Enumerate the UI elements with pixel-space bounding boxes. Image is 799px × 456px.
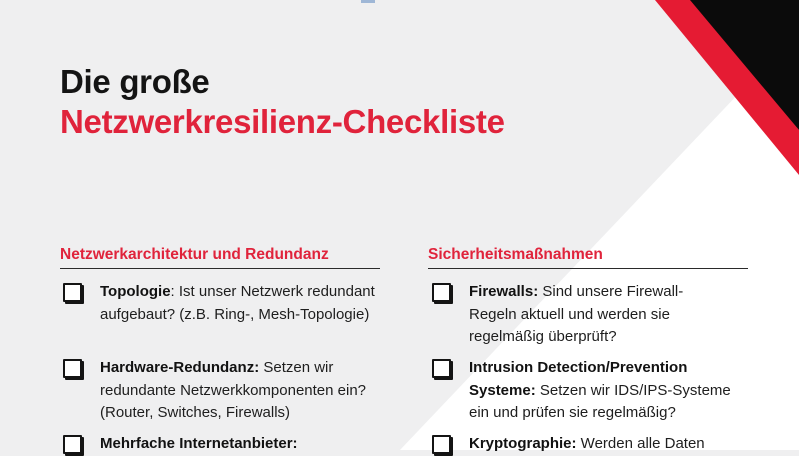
item-label: Topologie xyxy=(100,283,171,300)
checklist-item-firewalls xyxy=(469,281,719,349)
checkbox-ids-ips[interactable] xyxy=(432,359,451,378)
checklist-item-multiple-isp xyxy=(100,433,400,456)
checkbox-multiple-isp[interactable] xyxy=(63,435,82,454)
item-text: Sind unsere Firewall-Regeln aktuell und werden sie regelmäßig überprüft? xyxy=(469,283,684,345)
checkbox-firewalls[interactable] xyxy=(432,283,451,302)
section-heading-architecture: Netzwerkarchitektur und Redundanz xyxy=(60,246,380,269)
section-heading-security: Sicherheitsmaßnahmen xyxy=(428,246,748,269)
checklist-item-hardware-redundancy xyxy=(100,357,400,425)
item-label: Intrusion Detection/Prevention Systeme: xyxy=(469,359,688,399)
checkbox-cryptography[interactable] xyxy=(432,435,451,454)
item-text: Setzen wir IDS/IPS-Systeme ein und prüfen sie regelmäßig? xyxy=(469,381,731,421)
item-text: : Ist unser Netzwerk redundant aufgebaut? (z.B. Ring-, Mesh-Topologie) xyxy=(100,283,375,323)
checklist-item-topology xyxy=(100,281,400,326)
item-text: Werden alle Daten xyxy=(576,435,705,452)
title-line-1: Die große xyxy=(60,63,210,100)
title-line-2: Netzwerkresilienz-Checkliste xyxy=(60,103,505,140)
item-text: Setzen wir redundante Netzwerkkomponenten ein? (Router, Switches, Firewalls) xyxy=(100,359,367,421)
top-tick-mark xyxy=(361,0,375,3)
item-label: Hardware-Redundanz: xyxy=(100,359,260,376)
item-label: Kryptographie: xyxy=(469,435,577,452)
checklist-item-ids-ips xyxy=(469,357,749,425)
item-label: Mehrfache Internetanbieter: xyxy=(100,435,298,452)
checklist-item-cryptography xyxy=(469,433,749,456)
checkbox-hardware-redundancy[interactable] xyxy=(63,359,82,378)
page-title xyxy=(60,62,505,142)
checkbox-topology[interactable] xyxy=(63,283,82,302)
item-label: Firewalls: xyxy=(469,283,539,300)
